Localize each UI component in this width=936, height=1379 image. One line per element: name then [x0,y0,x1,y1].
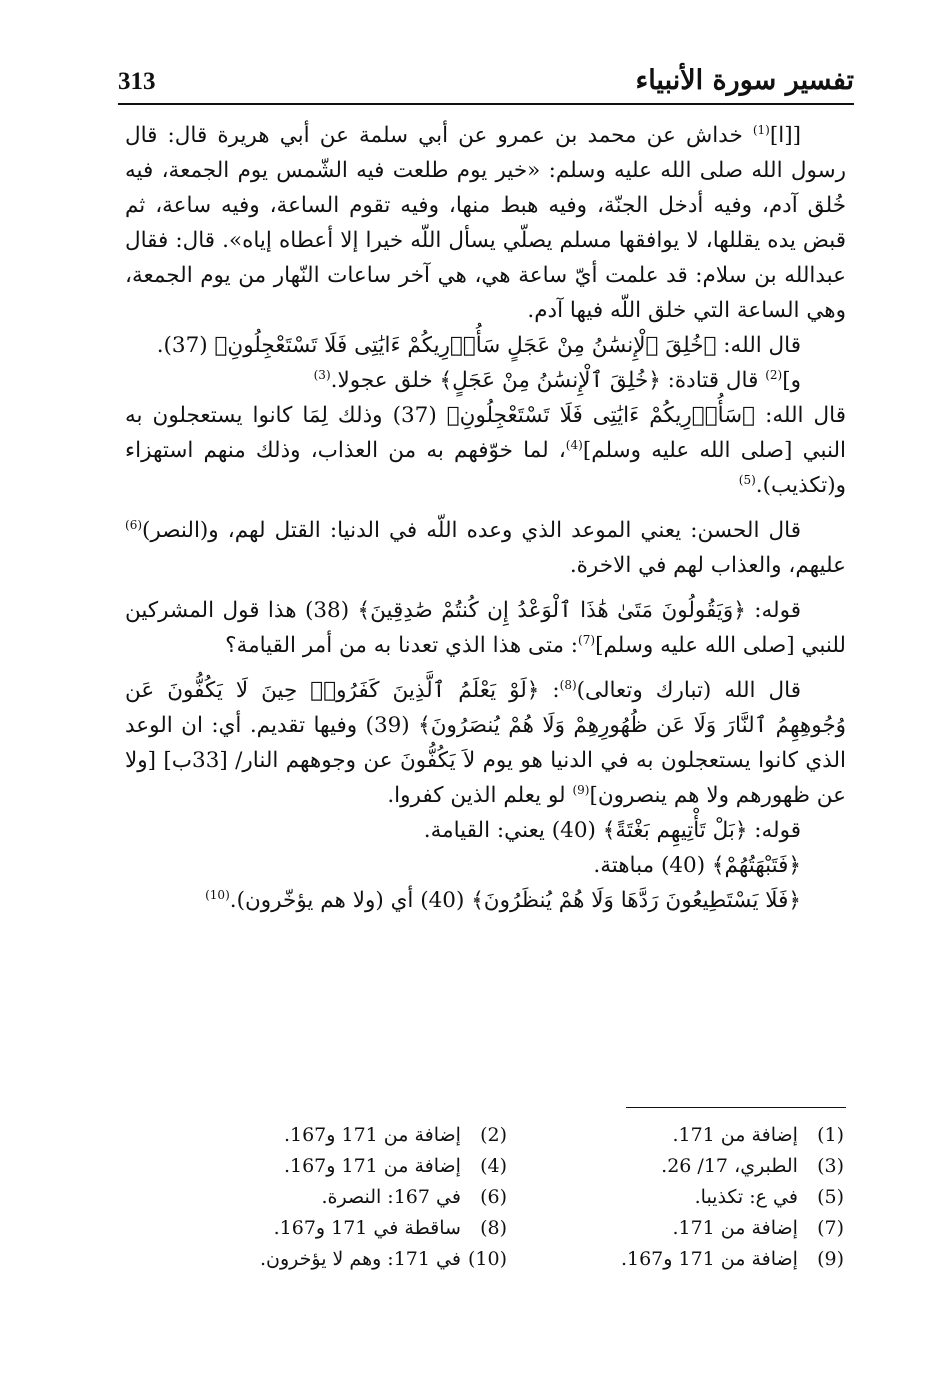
footnote-number: (1) [817,1124,844,1146]
page-number: 313 [118,68,156,95]
paragraph-text: قوله: ﴿بَلْ تَأْتِيهِم بَغْتَةً﴾ (40) يعني: القيامة. [423,818,801,843]
paragraph-text: قال قتادة: ﴿خُلِقَ ٱلْإِنسَٰنُ مِنْ عَجَلٍ﴾ خلق عجولا. [330,368,766,393]
footnote-ref-9: (9) [572,782,590,797]
paragraph-text: ﴿فَلَا يَسْتَطِيعُونَ رَدَّهَا وَلَا هُمْ يُنظَرُونَ﴾ (40) أي (ولا هم يؤخّرون). [229,888,801,913]
footnote-number: (3) [817,1155,844,1177]
footnote-7 [537,1213,844,1244]
editor-bracket: و] [782,368,801,393]
paragraph-text: : ﴿لَوْ يَعْلَمُ ٱلَّذِينَ كَفَرُوا۟ حِينَ لَا يَكُفُّونَ عَن وُجُوهِهِمُ ٱلنَّارَ وَلَا عَن ظُهُورِهِمْ وَلَا هُمْ يُنصَرُونَ﴾ (39) وفيها تقديم. أي: ان الوعد الذي كانوا يستعجلون به في الدنيا هو يوم لاَ يَكُفُّونَ عن وجوههم النار/ [33ب] [ولا عن ظهورهم ولا هم ينصرون] [125,678,846,808]
footnote-ref-7: (7) [578,632,596,647]
paragraph-text: ، لما خوّفهم به من العذاب، وذلك منهم استهزاء و(تكذيب). [125,438,846,498]
footnote-text: إضافة من 171. [672,1124,798,1146]
running-header-title: تفسير سورة الأنبياء [635,65,854,96]
footnote-9 [537,1244,844,1275]
header-divider [118,103,854,105]
paragraph-text: قال الله (تبارك وتعالى) [576,678,801,703]
footnote-text: إضافة من 171 و167. [283,1124,461,1146]
paragraph-text: خداش عن محمد بن عمرو عن أبي سلمة عن أبي هريرة قال: قال رسول الله صلى الله عليه وسلم: «خير يوم طلعت فيه الشّمس يوم الجمعة، فيه خُلق آدم، وفيه أدخل الجنّة، وفيه هبط منها، وفيه تقوم الساعة، وفيه ساعة، ثم قبض يده يقللها، لا يوافقها مسلم يصلّي يسأل اللّه خيرا إلا أعطاه إياه». قال: فقال عبدالله بن سلام: قد علمت أيّ ساعة هي، هي آخر ساعات النّهار من يوم الجمعة، وهي الساعة التي خلق اللّه فيها آدم. [125,123,846,323]
editor-bracket: [[ا] [769,123,801,148]
paragraph-8 [125,813,846,848]
footnote-text: في 171: وهم لا يؤخرون. [260,1248,461,1270]
footnote-ref-8: (8) [559,677,577,692]
footnote-1 [537,1120,844,1151]
footnote-ref-6: (6) [125,517,143,532]
paragraph-text: قال الحسن: يعني الموعد الذي وعده اللّه في الدنيا: القتل لهم، و(النصر) [142,518,801,543]
paragraph-1 [125,118,846,328]
footnote-text: الطبري، 17/ 26. [661,1155,798,1177]
footnote-number: (9) [817,1248,844,1270]
footnote-number: (5) [817,1186,844,1208]
footnote-ref-5: (5) [738,472,756,487]
footnote-2 [200,1120,507,1151]
footnote-number: (8) [480,1217,507,1239]
footnote-number: (6) [480,1186,507,1208]
footnote-text: ساقطة في 171 و167. [273,1217,461,1239]
footnote-10 [200,1244,507,1275]
paragraph-text: قوله: ﴿وَيَقُولُونَ مَتَىٰ هَٰذَا ٱلْوَعْدُ إِن كُنتُمْ صَٰدِقِينَ﴾ (38) هذا قول المشركين للنبي [صلى الله عليه وسلم] [125,598,846,658]
paragraph-text: عليهم، والعذاب لهم في الاخرة. [569,553,846,578]
footnote-6 [200,1182,507,1213]
paragraph-text: لو يعلم الذين كفروا. [387,783,573,808]
footnote-4 [200,1151,507,1182]
footnote-3 [537,1151,844,1182]
paragraph-5 [125,513,846,583]
footnote-divider [626,1107,846,1108]
paragraph-3 [125,363,846,398]
footnote-ref-3: (3) [313,367,331,382]
footnote-text: إضافة من 171 و167. [283,1155,461,1177]
main-text [125,118,846,918]
footnote-text: إضافة من 171 و167. [620,1248,798,1270]
footnotes [200,1120,844,1275]
footnote-5 [537,1182,844,1213]
paragraph-2 [125,328,846,363]
paragraph-text: : متى هذا الذي تعدنا به من أمر القيامة؟ [225,633,579,658]
footnote-ref-10: (10) [205,887,230,902]
paragraph-text: قال الله: ﴿سَأُو۟رِيكُمْ ءَايَٰتِى فَلَا تَسْتَعْجِلُونِ﴾ (37) وذلك لِمَا كانوا يستعجلون به النبي [صلى الله عليه وسلم] [125,403,847,463]
paragraph-6 [125,593,846,663]
footnote-text: في ع: تكذيبا. [694,1186,798,1208]
footnote-text: في 167: النصرة. [321,1186,461,1208]
footnote-8 [200,1213,507,1244]
paragraph-4 [125,398,846,503]
quran-verse-line: قال الله: ﴿خُلِقَ ٱلْإِنسَٰنُ مِنْ عَجَلٍ سَأُو۟رِيكُمْ ءَايَٰتِى فَلَا تَسْتَعْجِلُونِ﴾ (37). [156,333,801,358]
footnote-ref-4: (4) [565,437,583,452]
footnote-number: (10) [467,1248,507,1270]
running-header [118,58,854,96]
footnote-ref-1: (1) [752,122,770,137]
paragraph-text: ﴿فَتَبْهَتُهُمْ﴾ (40) مباهتة. [593,853,801,878]
paragraph-9 [125,848,846,883]
footnote-number: (2) [480,1124,507,1146]
paragraph-10 [125,883,846,918]
footnote-number: (7) [817,1217,844,1239]
footnote-text: إضافة من 171. [672,1217,798,1239]
footnote-number: (4) [480,1155,507,1177]
paragraph-7 [125,673,846,813]
footnote-ref-2: (2) [765,367,783,382]
